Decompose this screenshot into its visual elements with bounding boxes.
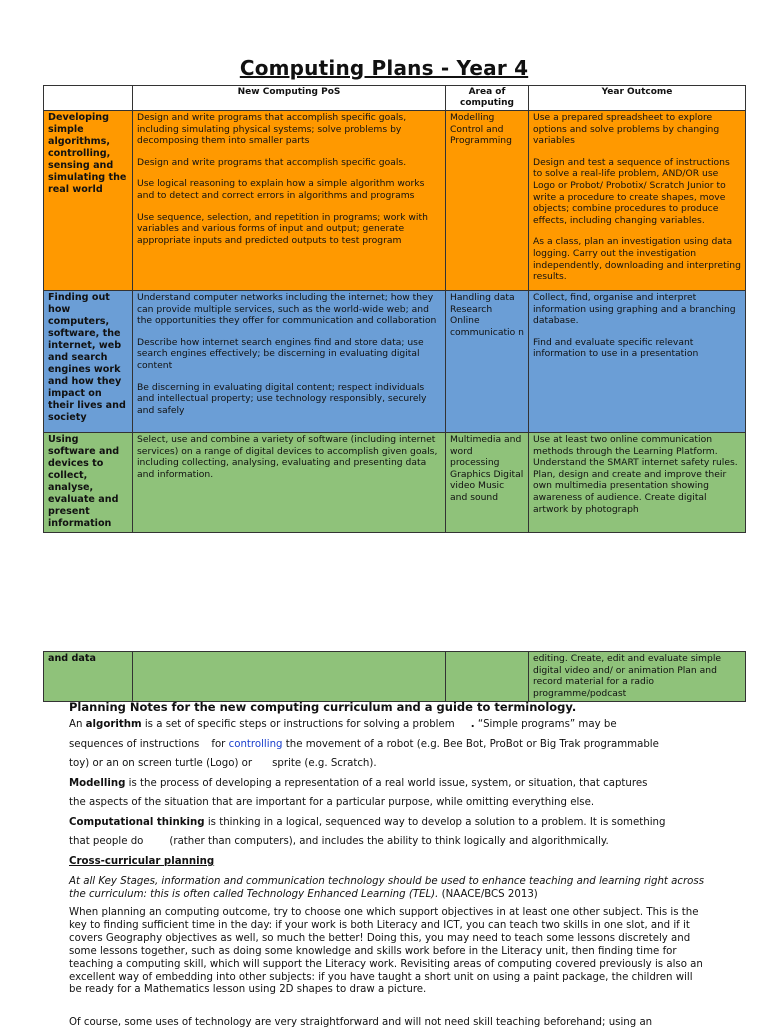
strand-cell: and data xyxy=(44,652,133,702)
table-header-row xyxy=(44,86,746,111)
area-cell: Handling data Research Online communicatio n xyxy=(446,291,529,433)
italic-quote-block xyxy=(69,875,705,901)
header-cell-strand xyxy=(44,86,133,111)
pos-cell xyxy=(133,291,446,433)
pos-item: Design and write programs that accomplish specific goals. xyxy=(137,156,407,168)
continued-table xyxy=(43,651,746,702)
pos-item: Select, use and combine a variety of software (including internet services) on a range of digital devices to accomplish given goals, including collecting, analysing, evaluating and presenting data and information. xyxy=(137,434,438,480)
controlling-link[interactable]: controlling xyxy=(228,739,283,750)
area-cell: Modelling Control and Programming xyxy=(446,111,529,291)
italic-quote: At all Key Stages, information and communication technology should be used to enhance teaching and learning right across the curriculum: this is often called Technology Enhanced Learning (TEL). xyxy=(69,876,705,900)
outcome-item: Use at least two online communication methods through the Learning Platform. Understand the SMART internet safety rules. Plan, design and create and improve their own multimedia presentation showing awareness of audience. Create digital artwork by photograph xyxy=(533,434,738,515)
header-cell-outcome: Year Outcome xyxy=(529,86,746,111)
area-cell xyxy=(446,652,529,702)
algorithm-line-3: toy) or an on screen turtle (Logo) or sprite (e.g. Scratch). xyxy=(69,758,377,769)
notes-heading: Planning Notes for the new computing curriculum and a guide to terminology. xyxy=(69,700,577,714)
pos-cell xyxy=(133,652,446,702)
pos-item: Understand computer networks including the internet; how they can provide multiple services, such as the world-wide web; and the opportunities they offer for communication and collaboration xyxy=(137,292,437,327)
table-row xyxy=(44,111,746,291)
table-row xyxy=(44,652,746,702)
algorithm-line-2: sequences of instructions for controlling the movement of a robot (e.g. Bee Bot, ProBot or Big Trak programmable xyxy=(69,739,659,750)
outcome-cell xyxy=(529,433,746,533)
citation: (NAACE/BCS 2013) xyxy=(441,889,538,900)
computational-line-1: Computational thinking is thinking in a logical, sequenced way to develop a solution to a problem. It is something xyxy=(69,817,666,828)
cross-curricular-paragraph: When planning an computing outcome, try to choose one which support objectives in at least one other subject. This is the key to finding sufficient time in the day: if your work is both Literacy and ICT, you can teach two skills in one slot, and if it covers Geography objectives as well, so much the better! Doing this, you may need to teach some lessons discretely and some lessons together, such as doing some knowledge and skills work before in the Literacy unit, then finding time for teaching a computing skill, which will support the Literacy work. Revisiting areas of computing covered previously is also an excellent way of embedding into other subjects: if you have taught a short unit on using a paint package, the children will be ready for a Mathematics lesson using 2D shapes to draw a picture. xyxy=(69,907,703,996)
outcome-item: Use a prepared spreadsheet to explore options and solve problems by changing variables xyxy=(533,112,720,147)
last-line: Of course, some uses of technology are very straightforward and will not need skill teaching beforehand; using an xyxy=(69,1017,653,1028)
pos-item: Use sequence, selection, and repetition in programs; work with variables and various forms of input and output; generate appropriate inputs and predicted outputs to test program xyxy=(137,211,428,246)
pos-item: Describe how internet search engines find and store data; use search engines effectively; be discerning in evaluating digital content xyxy=(137,336,424,371)
outcome-item: Find and evaluate specific relevant information to use in a presentation xyxy=(533,336,699,360)
strand-cell: Developing simple algorithms, controlling, sensing and simulating the real world xyxy=(44,111,133,291)
term-algorithm: algorithm xyxy=(85,719,142,730)
outcome-item: Collect, find, organise and interpret information using graphing and a branching database. xyxy=(533,292,736,327)
modelling-line-2: the aspects of the situation that are important for a particular purpose, while omitting everything else. xyxy=(69,797,595,808)
outcome-cell: editing. Create, edit and evaluate simple digital video and/ or animation Plan and record material for a radio programme/podcast xyxy=(529,652,746,702)
area-cell: Multimedia and word processing Graphics Digital video Music and sound xyxy=(446,433,529,533)
outcome-item: As a class, plan an investigation using data logging. Carry out the investigation independently, downloading and interpreting results. xyxy=(533,236,741,283)
term-computational-thinking: Computational thinking xyxy=(69,817,205,828)
strand-cell: Using software and devices to collect, analyse, evaluate and present information xyxy=(44,433,133,533)
pos-item: Design and write programs that accomplish specific goals, including simulating physical systems; solve problems by decomposing them into smaller parts xyxy=(137,112,407,147)
pos-item: Be discerning in evaluating digital content; respect individuals and intellectual property; use technology responsibly, securely and safely xyxy=(137,381,427,416)
pos-item: Use logical reasoning to explain how a simple algorithm works and to detect and correct errors in algorithms and programs xyxy=(137,178,425,201)
table-row xyxy=(44,291,746,433)
computational-line-2: that people do (rather than computers), and includes the ability to think logically and algorithmically. xyxy=(69,836,609,847)
modelling-line-1: Modelling is the process of developing a representation of a real world issue, system, or situation, that captures xyxy=(69,778,648,789)
computing-plan-table xyxy=(43,85,746,533)
outcome-cell xyxy=(529,111,746,291)
header-cell-area: Area of computing xyxy=(446,86,529,111)
pos-cell xyxy=(133,433,446,533)
outcome-cell xyxy=(529,291,746,433)
cross-curricular-heading: Cross-curricular planning xyxy=(69,856,215,867)
page-title: Computing Plans - Year 4 xyxy=(239,56,529,80)
term-modelling: Modelling xyxy=(69,778,126,789)
algorithm-line-1: An algorithm is a set of specific steps or instructions for solving a problem . “Simple programs” may be xyxy=(69,719,617,730)
pos-cell xyxy=(133,111,446,291)
outcome-item: Design and test a sequence of instructions to solve a real-life problem, AND/OR use Logo or Probot/ Probotix/ Scratch Junior to write a procedure to create shapes, move objects; combine procedures to produce effects, including changing variables. xyxy=(533,156,730,226)
strand-cell: Finding out how computers, software, the internet, web and search engines work and how they impact on their lives and society xyxy=(44,291,133,433)
header-cell-pos: New Computing PoS xyxy=(133,86,446,111)
table-row xyxy=(44,433,746,533)
